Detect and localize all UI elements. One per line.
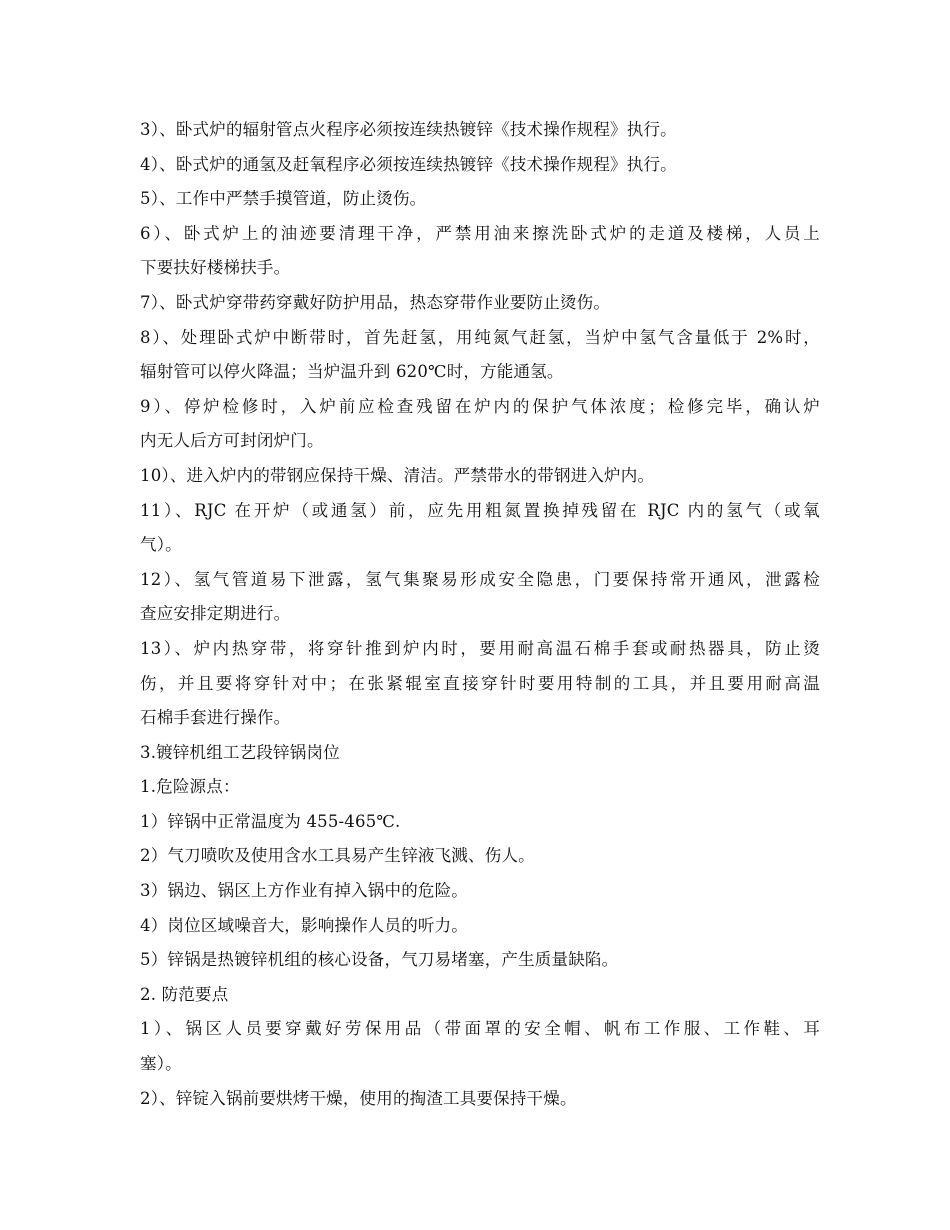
text-line: 5）、工作中严禁手摸管道，防止烫伤。 (140, 189, 427, 209)
text-line: 7）、卧式炉穿带药穿戴好防护用品，热态穿带作业要防止烫伤。 (140, 292, 611, 312)
section-heading: 3.镀锌机组工艺段锌锅岗位 (140, 742, 340, 762)
text-line: 伤，并且要将穿针对中；在张紧辊室直接穿针时要用特制的工具，并且要用耐高温 (140, 673, 820, 693)
text-line: 石棉手套进行操作。 (140, 708, 291, 728)
text-line: 8）、处理卧式炉中断带时，首先赶氢，用纯氮气赶氢，当炉中氢气含量低于 2%时， (140, 327, 820, 347)
text-line: 辐射管可以停火降温；当炉温升到 620℃时，方能通氢。 (140, 362, 564, 382)
text-line: 4）岗位区域噪音大，影响操作人员的听力。 (140, 915, 468, 935)
text-line: 下要扶好楼梯扶手。 (140, 258, 291, 278)
text-line: 3）锅边、锅区上方作业有掉入锅中的危险。 (140, 881, 468, 901)
text-line: 12）、氢气管道易下泄露，氢气集聚易形成安全隐患，门要保持常开通风，泄露检 (140, 569, 820, 589)
text-line: 2）、锌锭入锅前要烘烤干燥，使用的掏渣工具要保持干燥。 (140, 1088, 577, 1108)
text-line: 4）、卧式炉的通氢及赶氧程序必须按连续热镀锌《技术操作规程》执行。 (140, 154, 677, 174)
text-line: 内无人后方可封闭炉门。 (140, 431, 324, 451)
text-line: 2）气刀喷吹及使用含水工具易产生锌液飞溅、伤人。 (140, 846, 535, 866)
document-body (140, 113, 820, 1116)
text-line: 10）、进入炉内的带钢应保持干燥、清洁。严禁带水的带钢进入炉内。 (140, 465, 655, 485)
text-line: 13）、炉内热穿带，将穿针推到炉内时，要用耐高温石棉手套或耐热器具，防止烫 (140, 638, 820, 658)
text-line: 9）、停炉检修时，入炉前应检查残留在炉内的保护气体浓度；检修完毕，确认炉 (140, 396, 820, 416)
text-line: 查应安排定期进行。 (140, 604, 291, 624)
text-line: 气）。 (140, 535, 182, 555)
text-line: 1）、锅区人员要穿戴好劳保用品（带面罩的安全帽、帆布工作服、工作鞋、耳 (140, 1019, 820, 1039)
text-line: 塞）。 (140, 1054, 182, 1074)
text-line: 3）、卧式炉的辐射管点火程序必须按连续热镀锌《技术操作规程》执行。 (140, 120, 677, 139)
subsection-heading: 2. 防范要点 (140, 984, 229, 1004)
text-line: 5）锌锅是热镀锌机组的核心设备，气刀易堵塞，产生质量缺陷。 (140, 950, 619, 970)
text-line: 11）、RJC 在开炉（或通氢）前，应先用粗氮置换掉残留在 RJC 内的氢气（或氧 (140, 500, 820, 520)
text-line: 1）锌锅中正常温度为 455-465℃. (140, 811, 401, 831)
text-line: 6）、卧式炉上的油迹要清理干净，严禁用油来擦洗卧式炉的走道及楼梯，人员上 (140, 223, 820, 243)
subsection-heading: 1.危险源点： (140, 777, 240, 797)
